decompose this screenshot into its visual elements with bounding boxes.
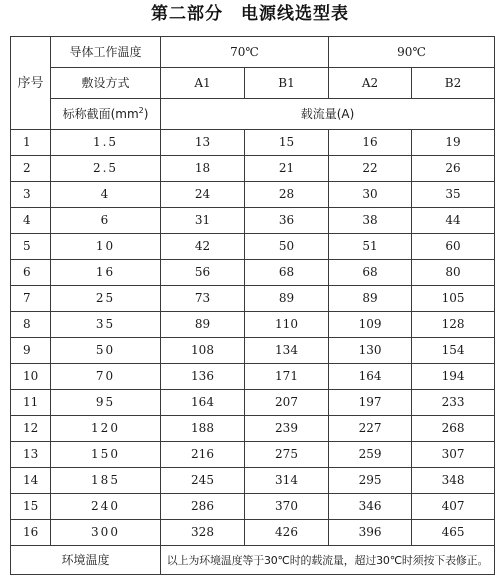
row-b2: 60	[412, 234, 495, 260]
row-b2: 154	[412, 338, 495, 364]
row-seq: 4	[11, 208, 51, 234]
page-title: 第二部分 电源线选型表	[151, 4, 349, 24]
row-area: 35	[51, 312, 161, 338]
row-b2: 233	[412, 390, 495, 416]
row-seq: 16	[11, 520, 51, 546]
row-b1: 314	[245, 468, 329, 494]
row-b1: 21	[245, 156, 329, 182]
row-b2: 19	[412, 130, 495, 156]
table-row	[11, 312, 495, 338]
row-a2: 38	[329, 208, 412, 234]
table-row	[11, 468, 495, 494]
row-b1: 15	[245, 130, 329, 156]
method-b1: B1	[245, 68, 329, 99]
ampacity-header: 载流量(A)	[161, 99, 495, 130]
row-a2: 197	[329, 390, 412, 416]
row-a1: 245	[161, 468, 245, 494]
row-a1: 42	[161, 234, 245, 260]
nominal-area-label-prefix: 标称截面(mm	[62, 106, 139, 121]
temp-70-header: 70℃	[161, 37, 329, 68]
row-a2: 89	[329, 286, 412, 312]
row-a2: 51	[329, 234, 412, 260]
table-row	[11, 364, 495, 390]
row-seq: 6	[11, 260, 51, 286]
row-a2: 68	[329, 260, 412, 286]
table-row	[11, 234, 495, 260]
table-row	[11, 182, 495, 208]
row-b2: 194	[412, 364, 495, 390]
row-a1: 286	[161, 494, 245, 520]
row-seq: 7	[11, 286, 51, 312]
table-row	[11, 260, 495, 286]
table-row	[11, 442, 495, 468]
table-row	[11, 156, 495, 182]
row-b2: 348	[412, 468, 495, 494]
row-area: 185	[51, 468, 161, 494]
row-a2: 346	[329, 494, 412, 520]
row-a1: 164	[161, 390, 245, 416]
row-b2: 35	[412, 182, 495, 208]
row-a2: 30	[329, 182, 412, 208]
row-a2: 396	[329, 520, 412, 546]
row-a1: 328	[161, 520, 245, 546]
row-a1: 89	[161, 312, 245, 338]
row-a1: 108	[161, 338, 245, 364]
row-b2: 465	[412, 520, 495, 546]
row-b1: 426	[245, 520, 329, 546]
header-row-temperature	[11, 37, 495, 68]
row-area: 25	[51, 286, 161, 312]
row-b2: 105	[412, 286, 495, 312]
nominal-area-label-suffix: )	[143, 106, 149, 121]
row-a1: 136	[161, 364, 245, 390]
row-seq: 13	[11, 442, 51, 468]
ambient-temp-label: 环境温度	[11, 546, 161, 575]
row-b1: 110	[245, 312, 329, 338]
row-a2: 109	[329, 312, 412, 338]
row-a1: 188	[161, 416, 245, 442]
table-row	[11, 520, 495, 546]
header-row-area	[11, 99, 495, 130]
row-b1: 89	[245, 286, 329, 312]
row-seq: 3	[11, 182, 51, 208]
row-area: 6	[51, 208, 161, 234]
table-row	[11, 208, 495, 234]
row-area: 1.5	[51, 130, 161, 156]
footer-row	[11, 546, 495, 575]
row-seq: 1	[11, 130, 51, 156]
row-seq: 8	[11, 312, 51, 338]
row-a1: 73	[161, 286, 245, 312]
row-b1: 275	[245, 442, 329, 468]
row-seq: 5	[11, 234, 51, 260]
row-seq: 15	[11, 494, 51, 520]
row-area: 2.5	[51, 156, 161, 182]
row-a2: 16	[329, 130, 412, 156]
row-area: 10	[51, 234, 161, 260]
nominal-area-label	[51, 99, 161, 130]
row-b1: 36	[245, 208, 329, 234]
row-area: 16	[51, 260, 161, 286]
row-area: 4	[51, 182, 161, 208]
row-area: 50	[51, 338, 161, 364]
row-area: 300	[51, 520, 161, 546]
row-a1: 24	[161, 182, 245, 208]
row-a2: 130	[329, 338, 412, 364]
row-b2: 128	[412, 312, 495, 338]
row-a2: 164	[329, 364, 412, 390]
row-seq: 14	[11, 468, 51, 494]
conductor-temp-label: 导体工作温度	[51, 37, 161, 68]
row-b2: 407	[412, 494, 495, 520]
method-b2: B2	[412, 68, 495, 99]
row-b2: 268	[412, 416, 495, 442]
row-seq: 11	[11, 390, 51, 416]
row-b1: 68	[245, 260, 329, 286]
table-row	[11, 286, 495, 312]
table-row	[11, 416, 495, 442]
row-b2: 26	[412, 156, 495, 182]
row-seq: 12	[11, 416, 51, 442]
table-row	[11, 390, 495, 416]
row-seq: 9	[11, 338, 51, 364]
row-a2: 259	[329, 442, 412, 468]
row-b1: 239	[245, 416, 329, 442]
row-b2: 44	[412, 208, 495, 234]
nominal-area-label-sup: 2	[138, 105, 144, 115]
row-a1: 56	[161, 260, 245, 286]
method-a2: A2	[329, 68, 412, 99]
row-a2: 295	[329, 468, 412, 494]
header-row-method	[11, 68, 495, 99]
row-area: 70	[51, 364, 161, 390]
row-a1: 18	[161, 156, 245, 182]
row-b2: 307	[412, 442, 495, 468]
row-b1: 370	[245, 494, 329, 520]
table-row	[11, 130, 495, 156]
row-b1: 207	[245, 390, 329, 416]
method-a1: A1	[161, 68, 245, 99]
row-b1: 171	[245, 364, 329, 390]
row-a1: 31	[161, 208, 245, 234]
row-a1: 216	[161, 442, 245, 468]
laying-method-label: 敷设方式	[51, 68, 161, 99]
row-b1: 134	[245, 338, 329, 364]
row-area: 240	[51, 494, 161, 520]
row-b1: 28	[245, 182, 329, 208]
ambient-temp-note: 以上为环境温度等于30℃时的载流量，超过30℃时须按下表修正。	[161, 546, 495, 575]
cable-selection-table	[10, 36, 495, 575]
table-row	[11, 494, 495, 520]
row-a2: 22	[329, 156, 412, 182]
row-b1: 50	[245, 234, 329, 260]
row-seq: 10	[11, 364, 51, 390]
row-a1: 13	[161, 130, 245, 156]
seq-header: 序号	[11, 37, 51, 130]
row-area: 95	[51, 390, 161, 416]
row-seq: 2	[11, 156, 51, 182]
row-a2: 227	[329, 416, 412, 442]
row-area: 150	[51, 442, 161, 468]
table-row	[11, 338, 495, 364]
row-b2: 80	[412, 260, 495, 286]
row-area: 120	[51, 416, 161, 442]
temp-90-header: 90℃	[329, 37, 495, 68]
